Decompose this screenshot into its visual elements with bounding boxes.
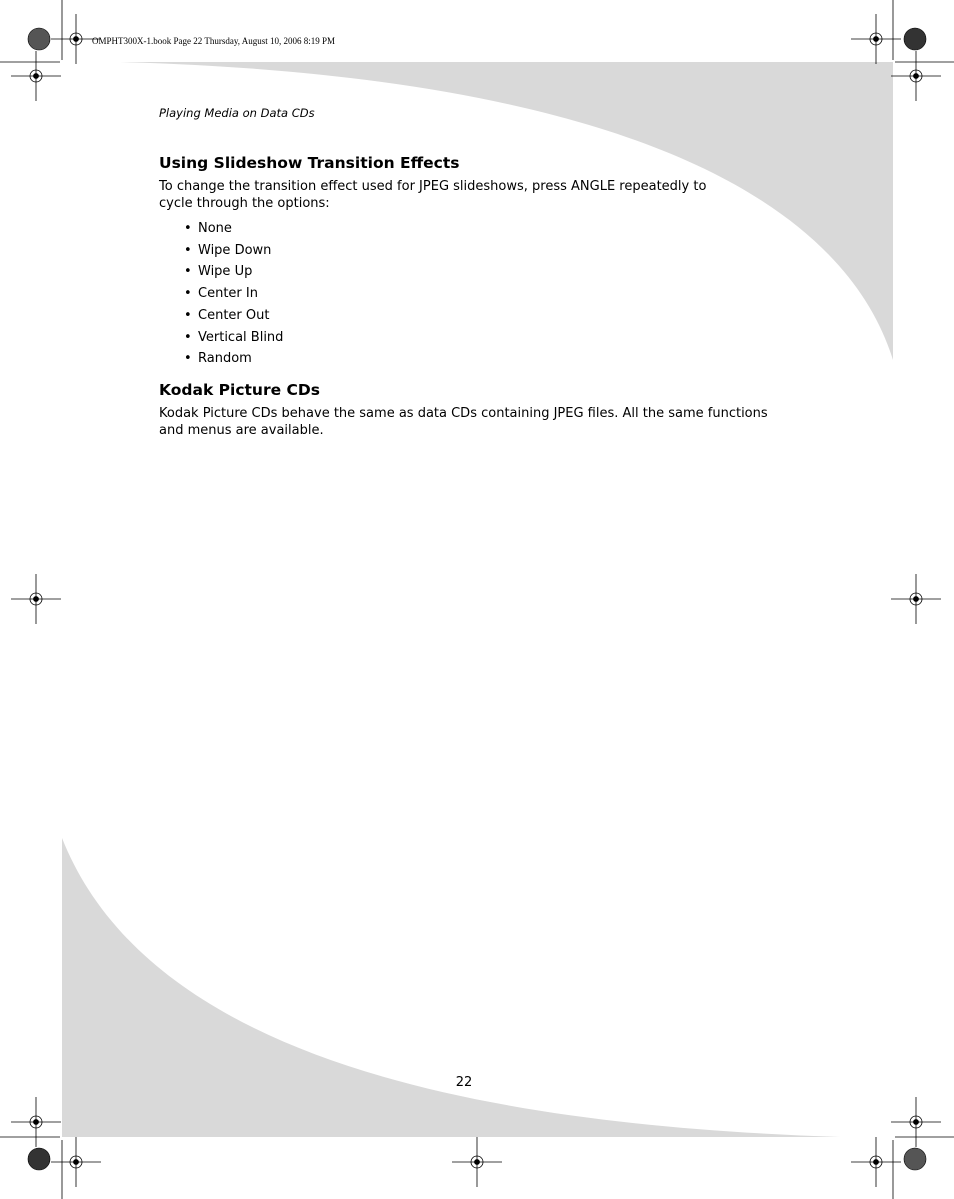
registration-target-icon (891, 51, 941, 101)
registration-target-icon (452, 1137, 502, 1187)
registration-target-icon (851, 14, 901, 64)
registration-target-icon (11, 51, 61, 101)
section-heading: Using Slideshow Transition Effects (159, 154, 460, 172)
section-slideshow-transitions (159, 154, 799, 370)
bullet-icon: • (184, 307, 192, 323)
registration-target-icon (851, 1137, 901, 1187)
bullet-icon: • (184, 242, 192, 258)
list-item: • Center In (159, 283, 799, 305)
registration-target-icon (11, 1097, 61, 1147)
bottom-decorative-band (62, 838, 840, 1137)
print-slug: OMPHT300X-1.book Page 22 Thursday, August 10, 2006 8:19 PM (92, 36, 336, 46)
list-item: • Random (159, 348, 799, 370)
running-head: Playing Media on Data CDs (159, 106, 315, 120)
list-item: • Center Out (159, 305, 799, 327)
list-item: • Vertical Blind (159, 327, 799, 349)
list-item: • None (159, 218, 799, 240)
section-kodak-picture-cds (159, 381, 799, 439)
registration-target-icon (891, 574, 941, 624)
bullet-icon: • (184, 221, 192, 236)
bullet-icon: • (184, 264, 192, 280)
page-number: 22 (455, 1075, 473, 1090)
list-item: • Wipe Up (159, 261, 799, 283)
list-item: • Wipe Down (159, 240, 799, 262)
section-body: To change the transition effect used for JPEG slideshows, press ANGLE repeatedly to cycle through the options: (159, 179, 707, 211)
section-heading: Kodak Picture CDs (159, 381, 320, 399)
registration-target-icon (51, 1137, 101, 1187)
section-body: Kodak Picture CDs behave the same as data CDs containing JPEG files. All the same functions and menus are available. (159, 406, 768, 438)
bullet-icon: • (184, 351, 192, 367)
registration-target-icon (891, 1097, 941, 1147)
bullet-icon: • (184, 286, 192, 302)
bullet-icon: • (184, 329, 192, 345)
transition-options-list (159, 218, 799, 370)
registration-target-icon (11, 574, 61, 624)
